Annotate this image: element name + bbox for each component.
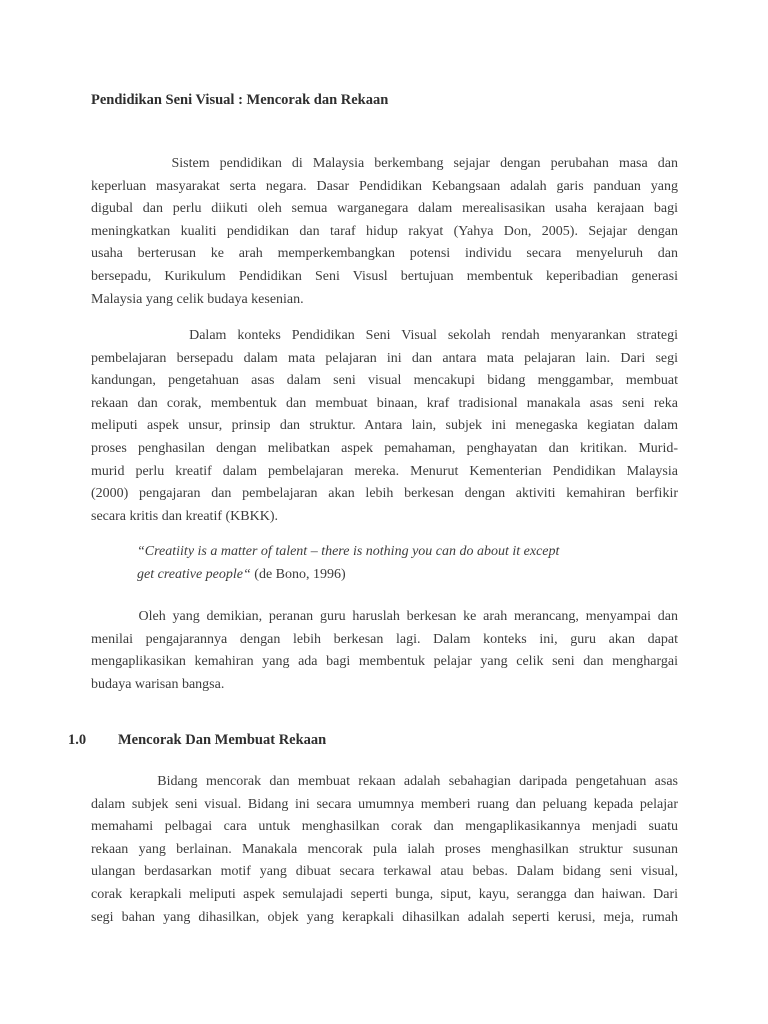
text-line: keperluan masyarakat serta negara. Dasar Pendidikan Kebangsaan adalah garis panduan yang xyxy=(91,178,678,194)
paragraph-intro xyxy=(91,153,678,311)
block-quote xyxy=(137,541,559,586)
text-line: rekaan yang berlainan. Manakala mencorak pula ialah proses menghasilkan struktur susunan xyxy=(91,841,678,857)
text-line: ulangan berdasarkan motif yang dibuat secara terkawal atau bebas. Dalam bidang seni visual, xyxy=(91,864,678,880)
paragraph-section-body xyxy=(91,771,678,929)
text-line: Malaysia yang celik budaya kesenian. xyxy=(91,291,304,307)
text-line: rekaan dan corak, membentuk dan membuat binaan, kraf tradisional manakala asas seni reka xyxy=(91,395,678,411)
text-line: secara kritis dan kreatif (KBKK). xyxy=(91,508,278,524)
quote-line-1: “Creatiity is a matter of talent – there is nothing you can do about it except xyxy=(137,544,560,559)
text-line: Oleh yang demikian, peranan guru haruslah berkesan ke arah merancang, menyampai dan xyxy=(91,609,678,624)
text-line: proses penghasilan dengan melibatkan aspek pemahaman, penghayatan dan kritikan. Murid- xyxy=(91,440,678,456)
text-line: segi bahan yang dihasilkan, objek yang kerapkali dihasilkan adalah seperti kerusi, meja, rumah xyxy=(91,909,678,925)
text-line: pembelajaran bersepadu dalam mata pelajaran ini dan antara mata pelajaran lain. Dari segi xyxy=(91,350,678,366)
text-line: digubal dan perlu diikuti oleh semua warganegara dalam merealisasikan usaha kerajaan bagi xyxy=(91,201,678,217)
text-line: meliputi aspek unsur, prinsip dan struktur. Antara lain, subjek ini menegaska kegiatan dalam xyxy=(91,418,678,434)
text-line: Sistem pendidikan di Malaysia berkembang sejajar dengan perubahan masa dan xyxy=(91,156,678,171)
text-line: meningkatkan kualiti pendidikan dan taraf hidup rakyat (Yahya Don, 2005). Sejajar dengan xyxy=(91,223,678,239)
text-line: Bidang mencorak dan membuat rekaan adalah sebahagian daripada pengetahuan asas xyxy=(91,774,678,789)
text-line: memahami pelbagai cara untuk menghasilkan corak dan mengaplikasikannya menjadi suatu xyxy=(91,819,678,835)
paragraph-teacher-role xyxy=(91,606,678,696)
text-line: bersepadu, Kurikulum Pendidikan Seni Visusl bertujuan membentuk keperibadian generasi xyxy=(91,268,678,284)
text-line: (2000) pengajaran dan pembelajaran akan lebih berkesan dengan aktiviti kemahiran berfikir xyxy=(91,486,678,502)
text-line: murid perlu kreatif dalam pembelajaran mereka. Menurut Kementerian Pendidikan Malaysia xyxy=(91,463,678,479)
quote-citation: (de Bono, 1996) xyxy=(250,566,346,582)
document-title: Pendidikan Seni Visual : Mencorak dan Rekaan xyxy=(91,92,389,108)
text-line: budaya warisan bangsa. xyxy=(91,676,225,692)
section-title: Mencorak Dan Membuat Rekaan xyxy=(118,732,327,748)
text-line: menilai pengajarannya dengan lebih berkesan lagi. Dalam konteks ini, guru akan dapat xyxy=(91,631,678,647)
text-line: usaha berterusan ke arah memperkembangkan potensi individu secara menyeluruh dan xyxy=(91,246,678,262)
quote-line-2: get creative people“ xyxy=(137,566,251,582)
text-line: Dalam konteks Pendidikan Seni Visual sekolah rendah menyarankan strategi xyxy=(91,328,678,343)
text-line: corak kerapkali meliputi aspek semulajadi seperti bunga, siput, kayu, serangga dan haiwan. Dari xyxy=(91,886,678,902)
text-line: kandungan, pengetahuan asas dalam seni visual mencakupi bidang menggambar, membuat xyxy=(91,373,678,389)
paragraph-context xyxy=(91,325,678,528)
text-line: dalam subjek seni visual. Bidang ini secara umumnya memberi ruang dan peluang kepada pelajar xyxy=(91,796,678,812)
text-line: mengaplikasikan kemahiran yang ada bagi membentuk pelajar yang celik seni dan menghargai xyxy=(91,654,678,670)
section-number: 1.0 xyxy=(68,732,87,748)
